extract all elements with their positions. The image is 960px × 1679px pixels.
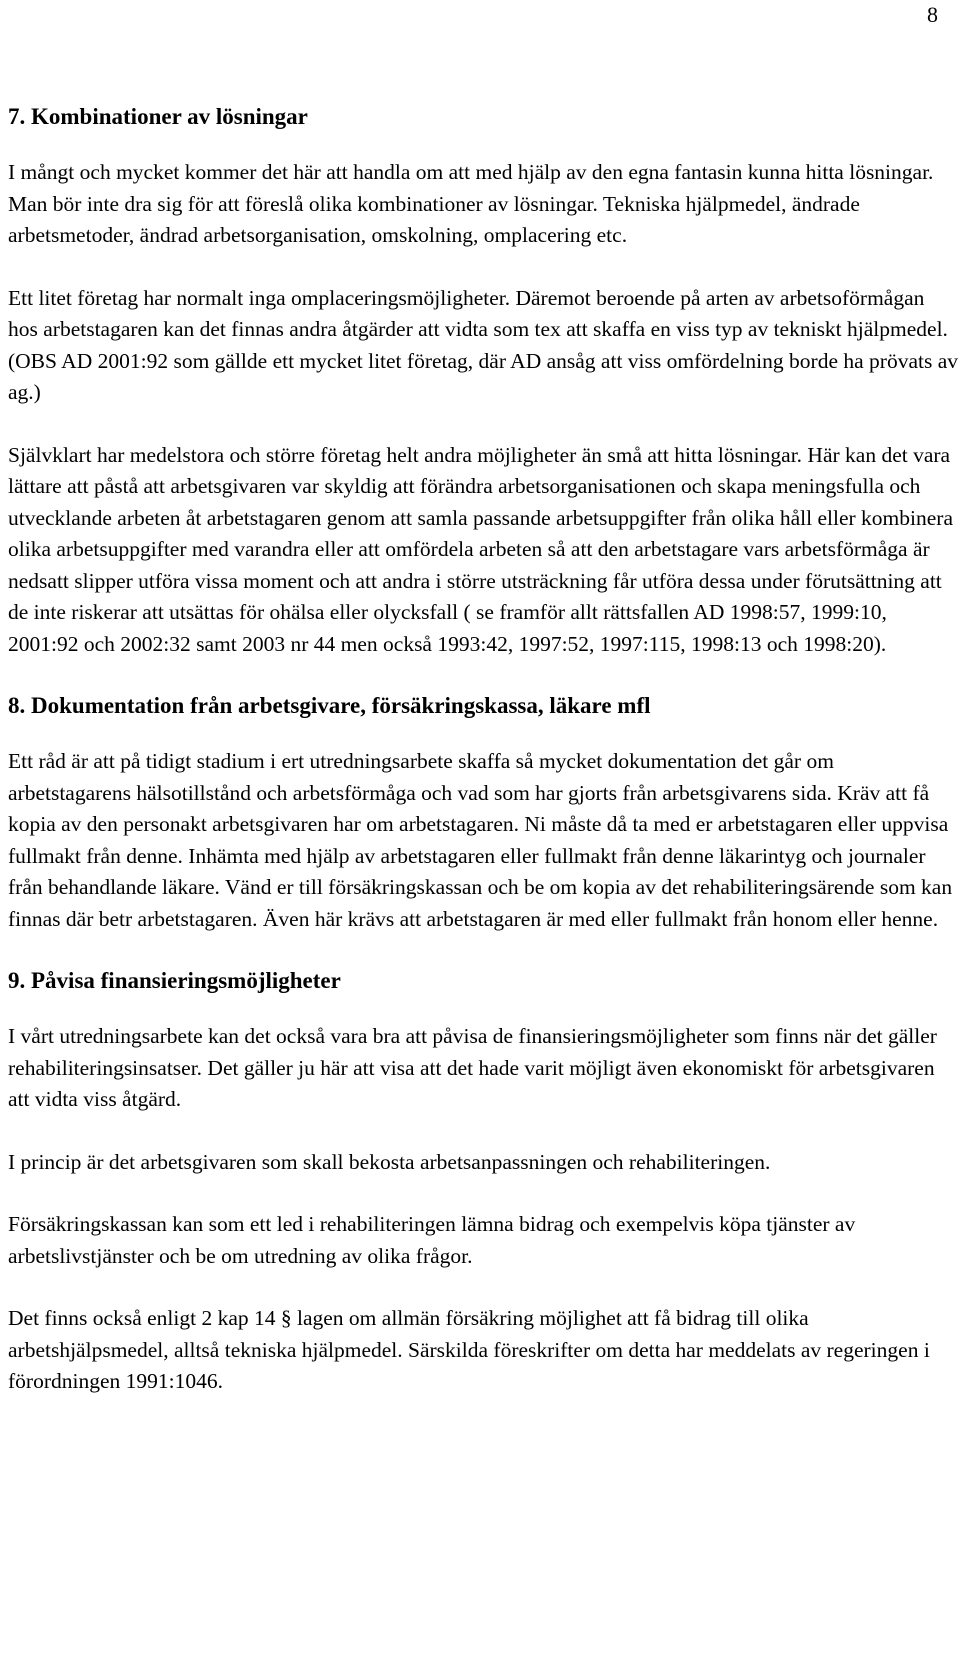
section-7-paragraph-3: Självklart har medelstora och större företag helt andra möjligheter än små att hitta lösningar. Här kan det vara lättare att påstå att arbetsgivaren var skyldig att förändra arbetsorganisationen och skapa meningsfulla och utvecklande arbeten åt arbetstagaren genom att samla passande arbetsuppgifter från olika håll eller kombinera olika arbetsuppgifter med varandra eller att omfördela arbeten så att den arbetstagare vars arbetsförmåga är nedsatt slipper utföra vissa moment och att andra i större utsträckning får utföra dessa under förutsättning att de inte riskerar att utsättas för ohälsa eller olycksfall ( se framför allt rättsfallen AD 1998:57, 1999:10, 2001:92 och 2002:32 samt 2003 nr 44 men också 1993:42, 1997:52, 1997:115, 1998:13 och 1998:20). xyxy=(8,442,954,656)
section-7-paragraph-2: Ett litet företag har normalt inga omplaceringsmöjligheter. Däremot beroende på arten av arbetsoförmågan hos arbetstagaren kan det finnas andra åtgärder att vidta som tex att skaffa en viss typ av tekniskt hjälpmedel. (OBS AD 2001:92 som gällde ett mycket litet företag, där AD ansåg att viss omfördelning borde ha prövats av ag.) xyxy=(8,285,958,404)
section-7-paragraph-1: I mångt och mycket kommer det här att handla om att med hjälp av den egna fantasin kunna hitta lösningar. Man bör inte dra sig för att föreslå olika kombinationer av lösningar. Tekniska hjälpmedel, ändrade arbetsmetoder, ändrad arbetsorganisation, omskolning, omplacering etc. xyxy=(8,160,934,247)
section-9-paragraph-4: Det finns också enligt 2 kap 14 § lagen om allmän försäkring möjlighet att få bidrag till olika arbetshjälpsmedel, alltså tekniska hjälpmedel. Särskilda föreskrifter om detta har meddelats av regeringen i förordningen 1991:1046. xyxy=(8,1306,930,1393)
section-9-paragraph-2: I princip är det arbetsgivaren som skall bekosta arbetsanpassningen och rehabiliteringen. xyxy=(8,1149,771,1174)
section-8-paragraph-1: Ett råd är att på tidigt stadium i ert utredningsarbete skaffa så mycket dokumentation det går om arbetstagarens hälsotillstånd och arbetsförmåga och vad som har gjorts från arbetsgivarens sida. Kräv att få kopia av den personakt arbetsgivaren har om arbetstagaren. Ni måste då ta med er arbetstagaren eller uppvisa fullmakt från denne. Inhämta med hjälp av arbetstagaren eller fullmakt från denne läkarintyg och journaler från behandlande läkare. Vänd er till försäkringskassan och be om kopia av det rehabiliteringsärende som kan finnas där betr arbetstagaren. Även här krävs att arbetstagaren är med eller fullmakt från honom eller henne. xyxy=(8,749,953,931)
section-heading-9: 9. Påvisa finansieringsmöjligheter xyxy=(8,968,341,993)
page-number: 8 xyxy=(927,2,938,27)
section-9-paragraph-3: Försäkringskassan kan som ett led i rehabiliteringen lämna bidrag och exempelvis köpa tjänster av arbetslivstjänster och be om utredning av olika frågor. xyxy=(8,1212,856,1268)
section-9-paragraph-1: I vårt utredningsarbete kan det också vara bra att påvisa de finansieringsmöjligheter som finns när det gäller rehabiliteringsinsatser. Det gäller ju här att visa att det hade varit möjligt även ekonomiskt för arbetsgivaren att vidta viss åtgärd. xyxy=(8,1024,937,1111)
section-heading-7: 7. Kombinationer av lösningar xyxy=(8,104,308,129)
document-body xyxy=(8,102,958,1398)
section-heading-8: 8. Dokumentation från arbetsgivare, försäkringskassa, läkare mfl xyxy=(8,693,651,718)
